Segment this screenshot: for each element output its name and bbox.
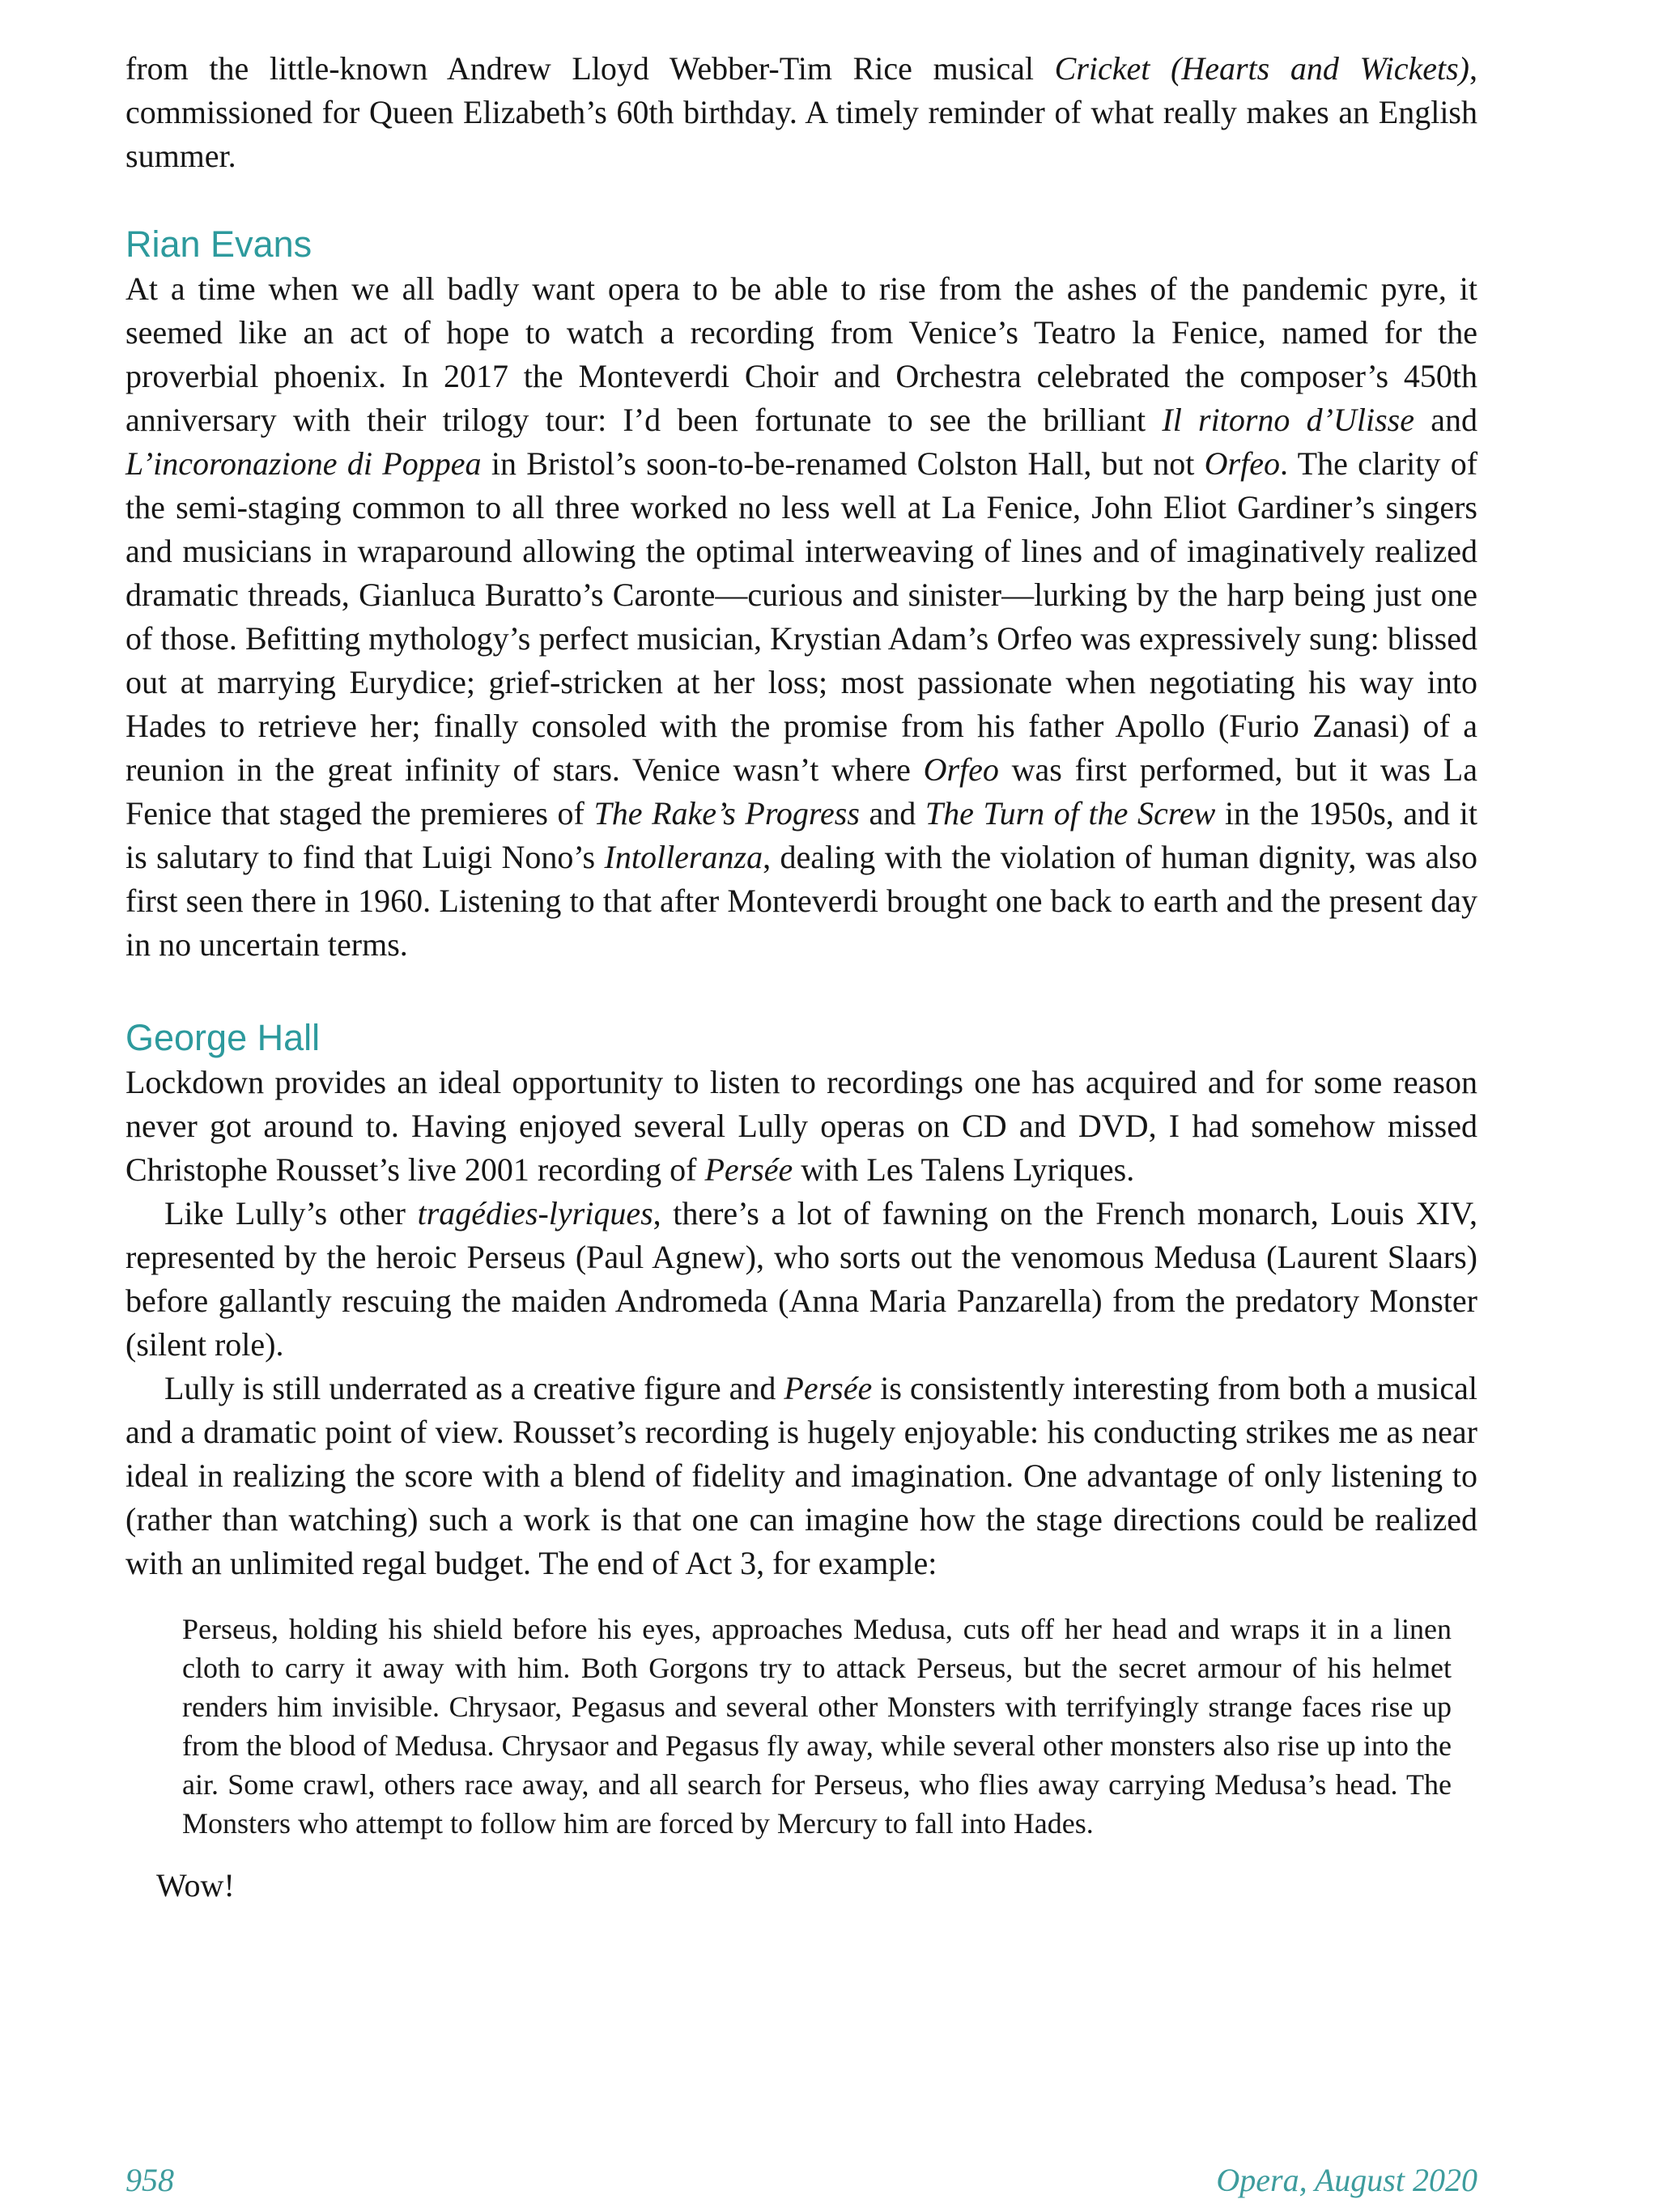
section-heading-rian-evans: Rian Evans: [125, 223, 312, 265]
closing-remark: Wow!: [156, 1867, 235, 1904]
journal-title: Opera, August 2020: [1216, 2162, 1477, 2198]
page-number: 958: [125, 2162, 174, 2198]
page-content: [125, 47, 1477, 1908]
intro-paragraph: from the little-known Andrew Lloyd Webber-Tim Rice musical Cricket (Hearts and Wickets), commissioned for Queen Elizabeth’s 60th birthday. A timely reminder of what really makes an English summer.: [125, 50, 1478, 174]
page-footer: [125, 2161, 1477, 2199]
section-paragraph: Like Lully’s other tragédies-lyriques, there’s a lot of fawning on the French monarch, Louis XIV, represented by the heroic Perseus (Paul Agnew), who sorts out the venomous Medusa (Laurent Slaars) before gallantly rescuing the maiden Andromeda (Anna Maria Panzarella) from the predatory Monster (silent role).: [125, 1195, 1478, 1363]
section-paragraph: Lully is still underrated as a creative figure and Persée is consistently interesting from both a musical and a dramatic point of view. Rousset’s recording is hugely enjoyable: his conducting strikes me as near ideal in realizing the score with a blend of fidelity and imagination. One advantage of only listening to (rather than watching) such a work is that one can imagine how the stage directions could be realized with an unlimited regal budget. The end of Act 3, for example:: [125, 1370, 1477, 1581]
section-paragraph: Lockdown provides an ideal opportunity to listen to recordings one has acquired and for some reason never got around to. Having enjoyed several Lully operas on CD and DVD, I had somehow missed Christophe Rousset’s live 2001 recording of Persée with Les Talens Lyriques.: [125, 1064, 1477, 1188]
section-paragraph: At a time when we all badly want opera to be able to rise from the ashes of the pandemic pyre, it seemed like an act of hope to watch a recording from Venice’s Teatro la Fenice, named for the proverbial phoenix. In 2017 the Monteverdi Choir and Orchestra celebrated the composer’s 450th anniversary with their trilogy tour: I’d been fortunate to see the brilliant Il ritorno d’Ulisse and L’incoronazione di Poppea in Bristol’s soon-to-be-renamed Colston Hall, but not Orfeo. The clarity of the semi-staging common to all three worked no less well at La Fenice, John Eliot Gardiner’s singers and musicians in wraparound allowing the optimal interweaving of lines and of imaginatively realized dramatic threads, Gianluca Buratto’s Caronte—curious and sinister—lurking by the harp being just one of those. Befitting mythology’s perfect musician, Krystian Adam’s Orfeo was expressively sung: blissed out at marrying Eurydice; grief-stricken at her loss; most passionate when negotiating his way into Hades to retrieve her; finally consoled with the promise from his father Apollo (Furio Zanasi) of a reunion in the great infinity of stars. Venice wasn’t where Orfeo was first performed, but it was La Fenice that staged the premieres of The Rake’s Progress and The Turn of the Screw in the 1950s, and it is salutary to find that Luigi Nono’s Intolleranza, dealing with the violation of human dignity, was also first seen there in 1960. Listening to that after Monteverdi brought one back to earth and the present day in no uncertain terms.: [125, 270, 1478, 963]
stage-directions-blockquote: Perseus, holding his shield before his eyes, approaches Medusa, cuts off her head and wraps it in a linen cloth to carry it away with him. Both Gorgons try to attack Perseus, but the secret armour of his helmet renders him invisible. Chrysaor, Pegasus and several other Monsters with terrifyingly strange faces rise up from the blood of Medusa. Chrysaor and Pegasus fly away, while several other monsters also rise up into the air. Some crawl, others race away, and all search for Perseus, who flies away carrying Medusa’s head. The Monsters who attempt to follow him are forced by Mercury to fall into Hades.: [182, 1613, 1452, 1840]
section-heading-george-hall: George Hall: [125, 1017, 321, 1058]
